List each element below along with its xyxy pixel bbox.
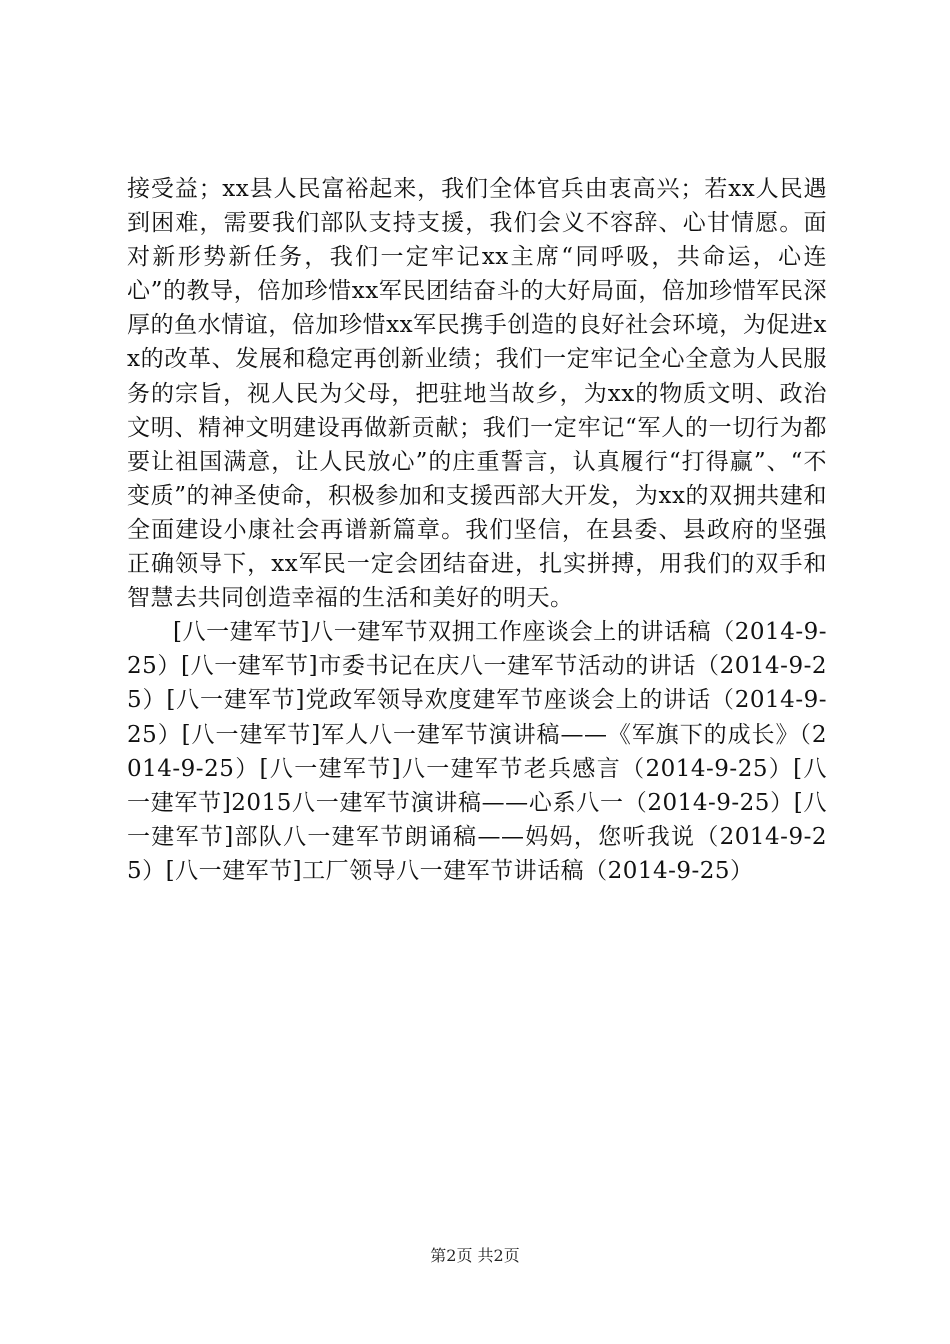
related-links-paragraph: [八一建军节]八一建军节双拥工作座谈会上的讲话稿（2014-9-25）[八一建军节]市委书记在庆八一建军节活动的讲话（2014-9-25）[八一建军节]党政军领导欢度建军节座谈会上的讲话（2014-9-25）[八一建军节]军人八一建军节演讲稿——《军旗下的成长》（2014-9-25）[八一建军节]八一建军节老兵感言（2014-9-25）[八一建军节]2015八一建军节演讲稿——心系八一（2014-9-25）[八一建军节]部队八一建军节朗诵稿——妈妈，您听我说（2014-9-25）[八一建军节]工厂领导八一建军节讲话稿（2014-9-25） [127, 619, 827, 884]
page-footer: 第2页 共2页 [430, 1246, 520, 1265]
document-body [127, 172, 827, 888]
body-paragraph: 接受益；xx县人民富裕起来，我们全体官兵由衷高兴；若xx人民遇到困难，需要我们部队支持支援，我们会义不容辞、心甘情愿。面对新形势新任务，我们一定牢记xx主席“同呼吸，共命运，心连心”的教导，倍加珍惜xx军民团结奋斗的大好局面，倍加珍惜军民深厚的鱼水情谊，倍加珍惜xx军民携手创造的良好社会环境，为促进xx的改革、发展和稳定再创新业绩；我们一定牢记全心全意为人民服务的宗旨，视人民为父母，把驻地当故乡，为xx的物质文明、政治文明、精神文明建设再做新贡献；我们一定牢记“军人的一切行为都要让祖国满意，让人民放心”的庄重誓言，认真履行“打得赢”、“不变质”的神圣使命，积极参加和支援西部大开发，为xx的双拥共建和全面建设小康社会再谱新篇章。我们坚信，在县委、县政府的坚强正确领导下，xx军民一定会团结奋进，扎实拼搏，用我们的双手和智慧去共同创造幸福的生活和美好的明天。 [127, 176, 827, 612]
